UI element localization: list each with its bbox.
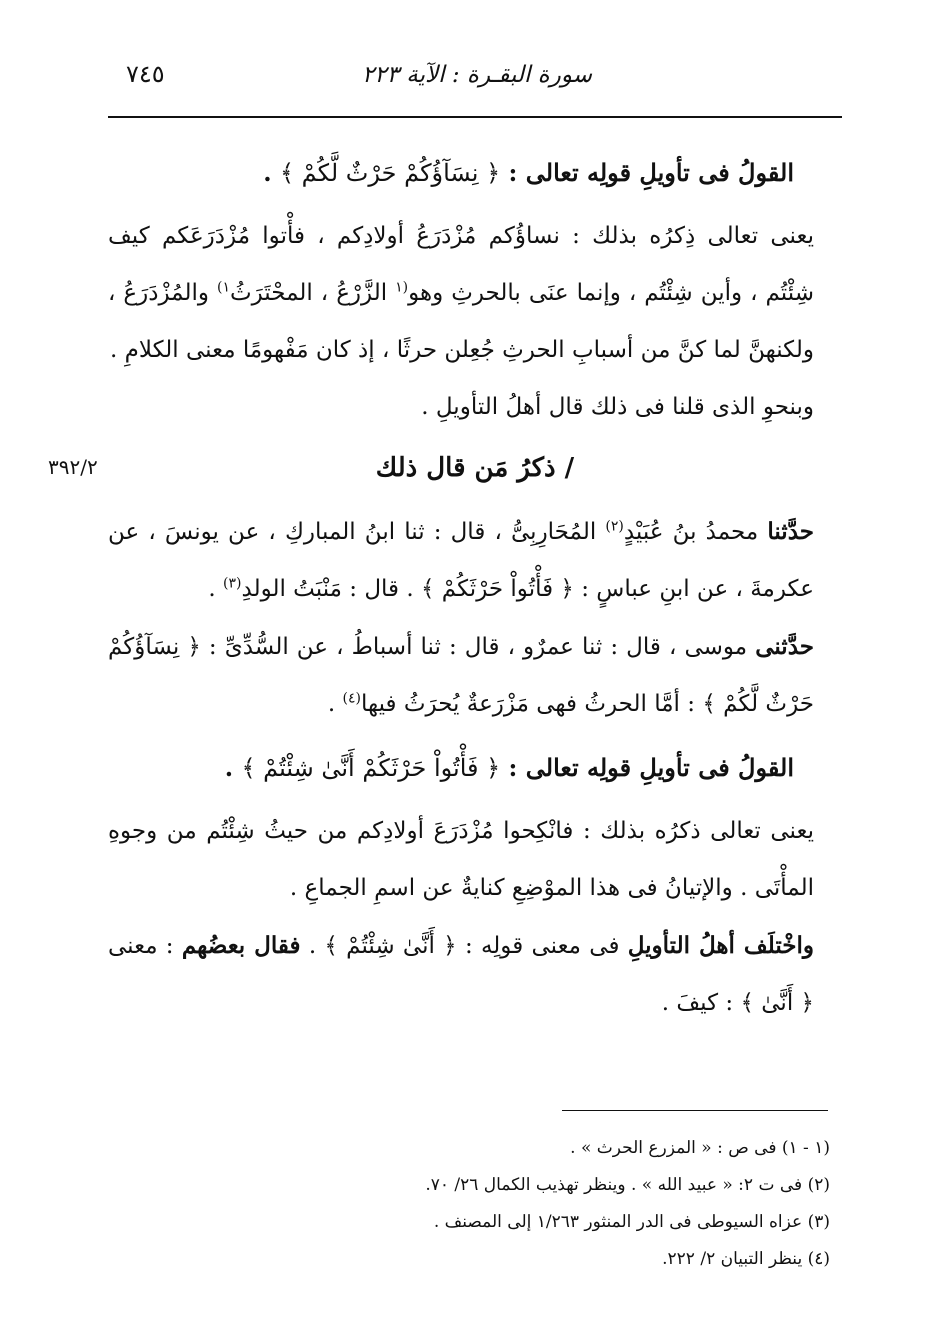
heading-end: . (224, 753, 242, 782)
footnote-marker: (٣) (223, 575, 242, 592)
hadith-text: عن ابنِ عباسٍ : (573, 576, 729, 602)
paragraph-text: : كيفَ . (661, 990, 741, 1016)
hadith-1 (108, 503, 842, 618)
footnote-marker: ١) (216, 279, 230, 296)
paragraph-lead: فقال بعضُهم (181, 932, 301, 959)
margin-reference: ٣٩٢/٢ (48, 455, 98, 479)
paragraph-line: الزَّرْعُ ، المحْتَرَثُ (229, 280, 396, 306)
paragraph-3 (108, 803, 842, 917)
paragraph-text: . (300, 933, 325, 959)
heading-lead: القولُ فى تأويلِ قولِه تعالى : (508, 753, 794, 782)
hadith-text: المُحَارِبِىُّ ، قال : ثنا ابنُ المباركِ ، عن يونسَ ، عن عكرمةَ ، (108, 519, 814, 602)
hadith-lead: حدَّثنا (767, 518, 814, 545)
running-title: سورة البقـرة : الآية ٢٢٣ (361, 62, 592, 88)
hadith-text: . (208, 576, 224, 602)
heading-end: . (263, 158, 280, 187)
hadith-text: . (327, 691, 343, 717)
hadith-2 (108, 618, 842, 733)
footnote-4: (٤) ينظر التبيان ٢/ ٢٢٢. (662, 1249, 830, 1269)
paragraph-4 (108, 917, 842, 1032)
header-rule (108, 116, 842, 118)
quran-verse: ﴿ أَنَّىٰ شِئْتُمْ ﴾ (324, 933, 457, 959)
footnote-3: (٣) عزاه السيوطى فى الدر المنثور ١/٢٦٣ إلى المصنف . (433, 1212, 830, 1232)
hadith-text: . قال : مَنْبَتُ الولدِ (241, 576, 421, 602)
hadith-text: موسى ، قال : ثنا عمرٌو ، قال : ثنا أسباطُ ، عن السُّدِّىِّ : (200, 634, 756, 660)
quran-verse: ﴿ نِسَآؤُكُمْ حَرْثٌ لَّكُمْ ﴾ (108, 634, 814, 717)
paragraph-1 (108, 208, 842, 379)
heading-commentary-1 (108, 144, 842, 202)
paragraph-text: فى معنى قولِه : (456, 933, 628, 959)
paragraph-line: المأْتَى . والإتيانُ فى هذا الموْضِعِ كنايةٌ عن اسمِ الجماعِ . (289, 875, 814, 901)
footnote-rule (562, 1110, 828, 1111)
hadith-lead: حدَّثنى (755, 633, 814, 660)
footnote-2: (٢) فى ت ٢: « عبيد الله » . وينظر تهذيب الكمال ٢٦/ ٧٠. (425, 1175, 830, 1195)
section-heading: / ذكرُ مَن قال ذلك (375, 453, 575, 483)
quran-verse: ﴿ أَنَّىٰ ﴾ (740, 990, 814, 1016)
quran-verse: ﴿ فَأْتُواْ حَرْثَكُمْ أَنَّىٰ شِئْتُمْ ﴾ (241, 754, 501, 782)
paragraph-lead: واخْتلَف أهلُ التأويلِ (627, 932, 814, 959)
footnote-marker: (١ (395, 279, 409, 296)
footnote-marker: (٤) (342, 690, 361, 707)
paragraph-2: وبنحوِ الذى قلنا فى ذلك قال أهلُ التأويلِ . (421, 394, 814, 420)
quran-verse: ﴿ فَأْتُواْ حَرْثَكُمْ ﴾ (421, 576, 574, 602)
paragraph-text: : معنى (108, 933, 182, 959)
footnote-1: (١ - ١) فى ص : « المزرع الحرث » . (570, 1138, 830, 1158)
body-text (108, 138, 842, 1032)
hadith-text: : أمَّا الحرثُ فهى مَزْرَعةٌ يُحرَثُ فيها (361, 691, 703, 717)
paragraph-line: شِئْتُم ، وأين شِئْتُم ، وإنما عنَى بالحرثِ وهو (408, 280, 814, 306)
paragraph-line: يعنى تعالى ذكرُه بذلك : فانْكِحوا مُزْدَرَعَ أولادِكم من حيثُ شِئْتُم من وجوهِ (108, 818, 814, 844)
paragraph-line: والمُزْدَرَعُ ، ولكنهنَّ لما (108, 280, 814, 363)
page-number: ٧٤٥ (126, 60, 165, 88)
running-header (108, 48, 842, 100)
hadith-text: محمدُ بنُ عُبَيْدٍ (623, 519, 768, 545)
footnote-marker: (٢) (605, 518, 624, 535)
paragraph-line: يعنى تعالى ذِكرُه بذلك : نساؤُكم مُزْدَرَعُ أولادِكم ، فأْتوا مُزْدَرَعَكم كيف (108, 223, 814, 249)
footnotes (300, 1130, 830, 1278)
heading-commentary-2 (108, 739, 842, 797)
quran-verse: ﴿ نِسَآؤُكُمْ حَرْثٌ لَّكُمْ ﴾ (279, 159, 501, 187)
paragraph-line: كنَّ من أسبابِ الحرثِ جُعِلن حرثًا ، إذ كان مَفْهومًا معنى الكلامِ . (109, 337, 707, 363)
heading-lead: القولُ فى تأويلِ قولِه تعالى : (508, 158, 794, 187)
